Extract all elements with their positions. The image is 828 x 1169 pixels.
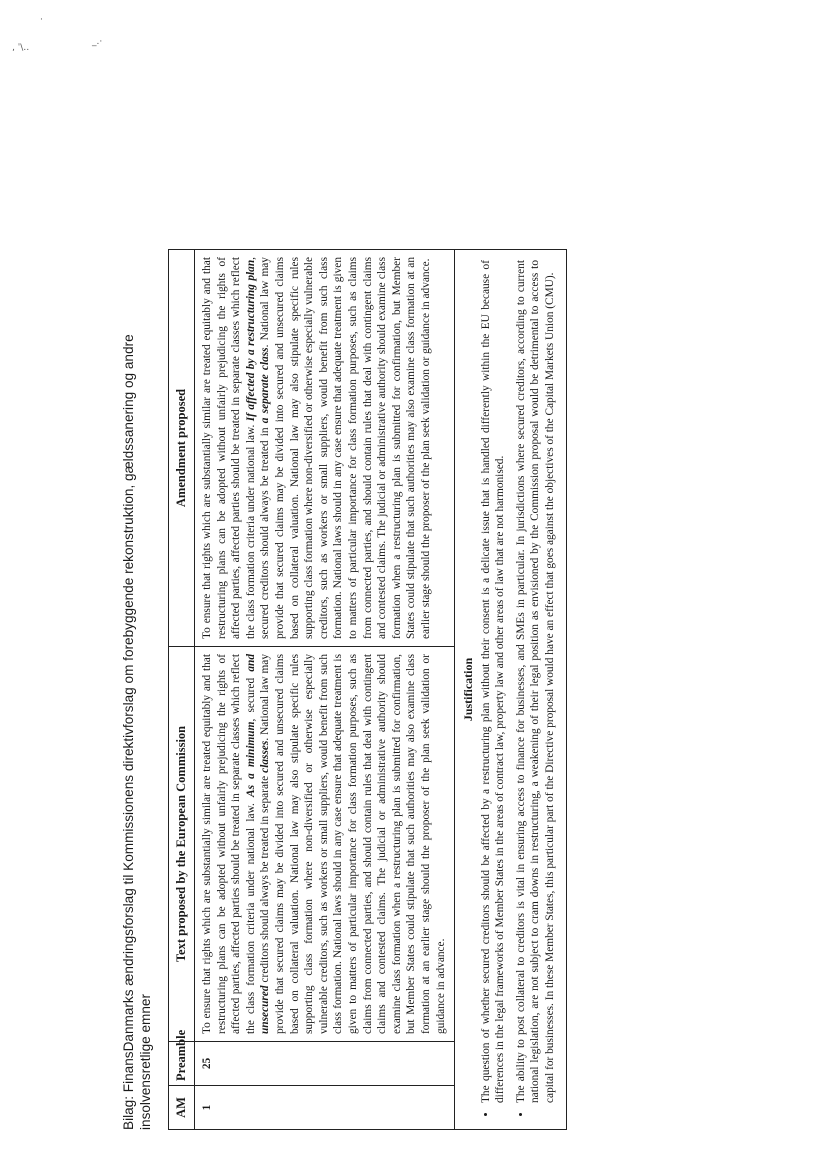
- amendment-table: [168, 249, 567, 1130]
- scan-speck: ·: [40, 15, 43, 25]
- list-item: • The ability to post collateral to creditors is vital in ensuring access to finance for businesses, and SMEs in particular. In jurisdictions where secured creditors, according to current national legislation, are not subject to cram downs in restructuring, a weakening of their legal position as envisioned by the Commission proposal would be detrimental to access to capital for businesses. In these Member States, this particular part of the Directive proposal would have an effect that goes against the objectives of the Capital Markets Union (CMU).: [514, 260, 558, 1103]
- cell-amendment-text: [195, 250, 455, 647]
- table-row: [195, 250, 455, 1130]
- justification-row: [455, 250, 567, 1130]
- header-preamble: Preamble: [169, 1042, 195, 1086]
- emphasized-text: classes: [259, 740, 272, 773]
- emphasized-text: a separate class: [259, 347, 272, 424]
- cell-am-number: 1: [195, 1086, 455, 1130]
- scan-speck: _.·: [92, 37, 103, 47]
- text-run: , secured creditors should always be treated in: [244, 257, 272, 639]
- justification-title: Justification: [461, 657, 476, 722]
- document-title: Bilag: FinansDanmarks ændringsforslag til Kommissionens direktivforslag om forebyggende rekonstruktion, gældssanering og andre insolvensretlige emner: [121, 334, 153, 1130]
- rotated-document-page: [120, 240, 730, 1130]
- justification-list: [479, 260, 558, 1119]
- text-run: . National law may provide that secured claims may be divided into secured and unsecured claims based on collateral valuation. National law may also stipulate specific rules supporting class formation where non-diversified or otherwise especially vulnerable creditors, such as workers or small suppliers, would benefit from such class formation. National laws should in any case ensure that adequate treatment is given to matters of particular importance for class formation purposes, such as claims from connected parties, and should contain rules that deal with contingent claims and contested claims. The judicial or administrative authority should examine class formation when a restructuring plan is submitted for confirmation, but Member States could stipulate that such authorities may also examine class formation at an earlier stage should the proposer of the plan seek validation or guidance in advance.: [259, 654, 447, 1034]
- emphasized-text: and unsecured: [244, 654, 272, 1034]
- emphasized-text: As a minimum: [244, 721, 257, 797]
- text-run: To ensure that rights which are substantially similar are treated equitably and that restructuring plans can be adopted without unfairly prejudicing the rights of affected parties, affected parties should be treated in separate classes which reflect the class formation criteria under national law.: [201, 654, 257, 1034]
- header-am: AM: [169, 1086, 195, 1130]
- cell-commission-text: [195, 647, 455, 1042]
- text-run: , secured: [244, 671, 257, 722]
- cell-preamble-number: 25: [195, 1042, 455, 1086]
- text-run: To ensure that rights which are substantially similar are treated equitably and that restructuring plans can be adopted without unfairly prejudicing the rights of affected parties, affected parties should be treated in separate classes which reflect the class formation criteria under national law.: [201, 257, 257, 639]
- scan-speck: ‚ ˈ\‥: [12, 43, 30, 53]
- justification-cell: [455, 250, 567, 1130]
- amendment-text: [201, 257, 432, 639]
- text-run: . National law may provide that secured claims may be divided into secured and unsecured claims based on collateral valuation. National law may also stipulate specific rules supporting class formation where non-diversified or otherwise especially vulnerable creditors, such as workers or small suppliers, would benefit from such class formation. National laws should in any case ensure that adequate treatment is given to matters of particular importance for class formation purposes, such as claims from connected parties, and should contain rules that deal with contingent claims and contested claims. The judicial or administrative authority should examine class formation when a restructuring plan is submitted for confirmation, but Member States could stipulate that such authorities may also examine class formation at an earlier stage should the proposer of the plan seek validation or guidance in advance.: [259, 257, 432, 639]
- table-header-row: [169, 250, 195, 1130]
- commission-text: [201, 654, 447, 1034]
- emphasized-text: If affected by a restructuring plan: [244, 259, 257, 422]
- list-item: • The question of whether secured creditors should be affected by a restructuring plan without their consent is a delicate issue that is handled differently within the EU because of differences in the legal frameworks of Member States in the areas of contract law, property law and other areas of law that are not harmonised.: [479, 260, 508, 1103]
- header-amendment-proposed: Amendment proposed: [169, 250, 195, 647]
- text-run: creditors should always be treated in separate: [259, 772, 272, 986]
- header-commission-text: Text proposed by the European Commission: [169, 647, 195, 1042]
